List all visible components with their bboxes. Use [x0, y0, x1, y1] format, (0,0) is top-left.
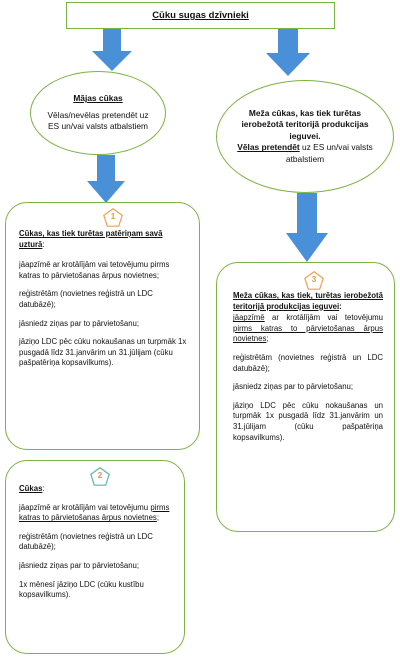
badge-number-3: 3: [311, 275, 317, 284]
diagram-title: Cūku sugas dzīvnieki: [66, 2, 335, 29]
card1-item: jāapzīmē ar krotālījām vai tetovējumu pirms katras to pārvietošanas ārpus novietnes;: [19, 260, 170, 280]
card3-item: reģistrētām (novietnes reģistrā un LDC datubāzē);: [233, 352, 383, 373]
badge-number-1: 1: [110, 212, 116, 221]
card2-item: 1x mēnesī jāziņo LDC (cūku kustību kopsavilkums).: [19, 579, 144, 600]
card1-heading: Cūkas, kas tiek turētas patēriņam savā uzturā: [19, 229, 163, 249]
card1-item: reģistrētām (novietnes reģistrā un LDC datubāzē);: [19, 289, 153, 309]
card2-item: jāapzīmē ar krotālījām vai tetovējumu pirms katras to pārvietošanas ārpus novietnes;: [19, 502, 170, 523]
wild-boar-subtext: [235, 142, 375, 165]
wild-boar-wish: Vēlas pretendēt: [237, 142, 300, 153]
domestic-pigs-body: Vēlas/nevēlas pretendēt uz ES un/vai valsts atbalstiem: [47, 109, 149, 132]
card3-item: jāziņo LDC pēc cūku nokaušanas un turpmāk 1x pusgadā līdz 31.janvārim un 31.jūlijam (cūku pašpatēriņa kopsavilkums).: [233, 400, 383, 442]
pentagon-badge-2: [90, 467, 110, 486]
card1-item: jāziņo LDC pēc cūku nokaušanas un turpmāk 1x pusgadā līdz 31.janvārim un 31.jūlijam (cūku pašpatēriņa kopsavilkums).: [19, 337, 187, 368]
card2-heading: Cūkas: [19, 484, 43, 493]
card-2: 2 Cūkas: jāapzīmē ar krotālījām vai tetovējumu pirms katras to pārvietošanas ārpus novietnes; reģistrētām (novietnes reģistrā un LDC datubāzē); jāsniedz ziņas par to pārvietošanu; 1x mēnesī jāziņo LDC (cūku kustību kopsavilkums).: [5, 460, 185, 654]
card1-item: jāsniedz ziņas par to pārvietošanu;: [19, 318, 140, 328]
card-3: 3 Meža cūkas, kas tiek, turētas ierobežotā teritorijā produkcijas ieguvei: jāapzīmē ar krotālījām vai tetovējumu pirms katras to pārvietošanas ārpus novietnes; reģistrētām (novietnes reģistrā un LDC datubāzē); jāsniedz ziņas par to pārvietošanu; jāziņo LDC pēc cūku nokaušanas un turpmāk 1x pusgadā līdz 31.janvārim un 31.jūlijam (cūku pašpatēriņa kopsavilkums).: [216, 262, 395, 532]
wild-boar-heading: Meža cūkas, kas tiek turētas ierobežotā teritorijā produkcijas ieguvei.: [241, 107, 369, 141]
pentagon-badge-1: [103, 208, 123, 227]
domestic-pigs-ellipse: [30, 71, 166, 155]
arrow-title-to-right: [266, 29, 310, 76]
arrow-right-to-card3: [286, 193, 328, 262]
card3-heading: Meža cūkas, kas tiek, turētas ierobežotā teritorijā produkcijas ieguvei: [233, 291, 383, 311]
card3-item: jāsniedz ziņas par to pārvietošanu;: [233, 382, 354, 392]
arrow-title-to-left: [92, 29, 132, 71]
pentagon-badge-3: [304, 271, 324, 290]
badge-number-2: 2: [97, 471, 103, 480]
domestic-pigs-heading: Mājas cūkas: [73, 93, 123, 104]
wild-boar-subrest: uz ES un/vai valsts atbalstiem: [285, 142, 373, 164]
card-1: 1 Cūkas, kas tiek turētas patēriņam savā uzturā: jāapzīmē ar krotālījām vai tetovējumu pirms katras to pārvietošanas ārpus novietnes; reģistrētām (novietnes reģistrā un LDC datubāzē); jāsniedz ziņas par to pārvietošanu; jāziņo LDC pēc cūku nokaušanas un turpmāk 1x pusgadā līdz 31.janvārim un 31.jūlijam (cūku pašpatēriņa kopsavilkums).: [5, 202, 200, 450]
card2-item: jāsniedz ziņas par to pārvietošanu;: [19, 560, 140, 570]
arrow-left-to-card1: [87, 155, 125, 203]
wild-boar-ellipse: [216, 80, 394, 193]
card2-item: reģistrētām (novietnes reģistrā un LDC datubāzē);: [19, 531, 153, 552]
card3-item: jāapzīmē ar krotālījām vai tetovējumu pirms katras to pārvietošanas ārpus novietnes;: [233, 313, 383, 344]
